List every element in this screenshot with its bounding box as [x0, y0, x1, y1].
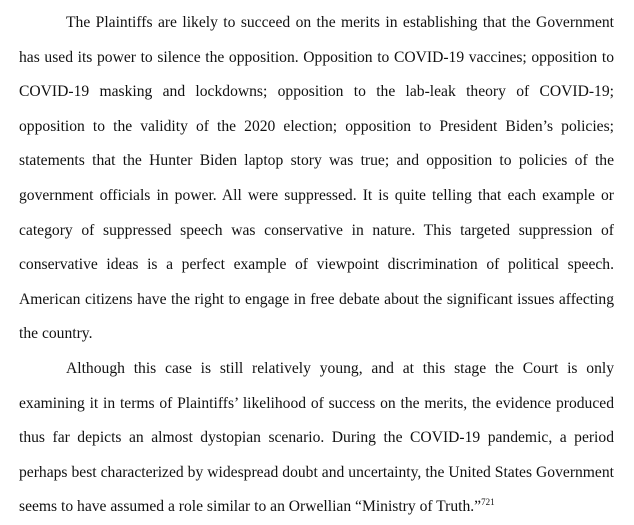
document-page — [19, 0, 614, 525]
paragraph-dystopian-text: Although this case is still relatively young, and at this stage the Court is only examining it in terms of Plaintiffs’ likelihood of success on the merits, the evidence produced thus far depicts an almost dystopian scenario. During the COVID-19 pandemic, a period perhaps best characterized by widespread doubt and uncertainty, the United States Government seems to have assumed a role similar to an Orwellian “Ministry of Truth.” — [19, 359, 614, 516]
footnote-reference[interactable]: 721 — [481, 497, 495, 508]
paragraph-merits: The Plaintiffs are likely to succeed on the merits in establishing that the Government has used its power to silence the opposition. Opposition to COVID-19 vaccines; opposition to COVID-19 masking and lockdowns; opposition to the lab-leak theory of COVID-19; opposition to the validity of the 2020 election; opposition to President Biden’s policies; statements that the Hunter Biden laptop story was true; and opposition to policies of the government officials in power. All were suppressed. It is quite telling that each example or category of suppressed speech was conservative in nature. This targeted suppression of conservative ideas is a perfect example of viewpoint discrimination of political speech. American citizens have the right to engage in free debate about the significant issues affecting the country. — [19, 14, 614, 343]
paragraph-dystopian — [19, 352, 614, 525]
